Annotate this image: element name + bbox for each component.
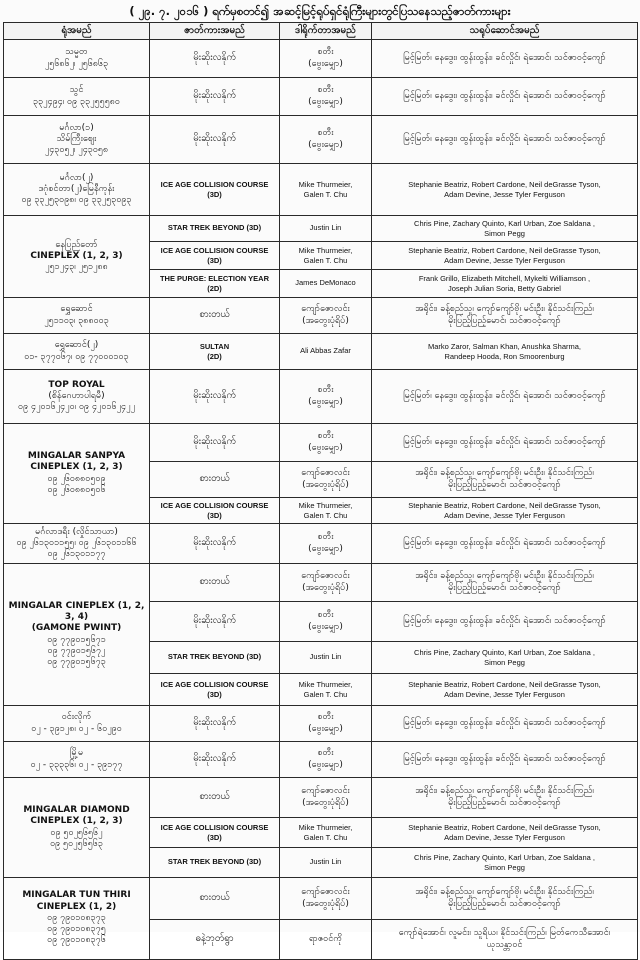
movie-cell: [150, 78, 280, 116]
director-name: ကျော်ဇောလင်း: [301, 887, 350, 898]
cinema-phone: ၂၅၁၂၄၃၊ ၂၅၁၂၈၈: [45, 262, 108, 273]
movie-title: စားတယ်: [199, 309, 230, 321]
cinema-phone: ၀၉ ၇၉၀၁၀၈၃၇၃: [47, 912, 106, 923]
movie-title: ICE AGE COLLISION COURSE: [160, 246, 269, 256]
table-row: [4, 564, 638, 602]
header-cast: သရုပ်ဆောင်အမည်: [372, 23, 638, 40]
cinema-phone: ၀၉ ၇၇၉၀၁၅၆၇၃: [47, 657, 106, 667]
cinema-sub: CINEPLEX (1, 2, 3): [30, 816, 123, 827]
director-cell: [280, 642, 372, 674]
movie-cell: [150, 498, 280, 524]
cast-list: မိုးပြည့်ပြည့်မောင်၊ သင်ဇာဝင့်ကျော်: [448, 479, 561, 490]
cinema-phone: ၀၉ ၂၆၁၃၀၁၁၇၇: [47, 549, 106, 560]
director-name: စတီး: [317, 128, 334, 139]
movie-title: THE PURGE: ELECTION YEAR: [159, 274, 270, 284]
movie-cell: [150, 564, 280, 602]
schedule-table: [3, 22, 638, 960]
cinema-phone: ၀၂ - ၃၃၃၃၆၊ ၀၂ - ၃၉၁၇၇: [30, 759, 123, 770]
director-name: Justin Lin: [309, 856, 342, 866]
director-cell: [280, 116, 372, 164]
cinema-cell: [4, 216, 150, 298]
movie-title: စားတယ်: [199, 576, 230, 588]
director-name: Mike Thurmeier,: [298, 680, 353, 690]
director-name: James DeMonaco: [295, 277, 356, 287]
movie-cell: [150, 674, 280, 706]
movie-title: မိုးဆိုးလနိုက်: [193, 615, 236, 627]
movie-title: မိုးဆိုးလနိုက်: [193, 537, 236, 549]
table-row: [4, 778, 638, 818]
director-name: Mike Thurmeier,: [298, 501, 353, 511]
movie-title: မိုးဆိုးလနိုက်: [193, 52, 236, 64]
table-row: [4, 116, 638, 164]
cinema-cell: [4, 706, 150, 742]
director-name: Mike Thurmeier,: [298, 180, 353, 190]
cast-list: မြင့်မြတ်၊ နေဒွေး၊ ထွန်းထွန်း၊ ခင်လှိုင်၊ ရဲအောင်၊ သင်ဇာဝင့်ကျော်: [403, 90, 606, 101]
cast-cell: [372, 742, 638, 778]
cinema-phone: ၀၉ ၅၀၂၅၆၅၆၂: [50, 827, 103, 838]
cast-list: မိုးပြည့်ပြည့်မောင်၊ သင်ဇာဝင့်ကျော်: [448, 797, 561, 808]
cast-list: Chris Pine, Zachary Quinto, Karl Urban, Zoe Saldana ,: [414, 219, 595, 229]
director-name: စတီး: [317, 532, 334, 543]
movie-title: စားတယ်: [199, 473, 230, 485]
cinema-phone: ၃၃၂၄၉၄၊ ၀၉ ၃၃၂၅၅၅၈၀: [33, 96, 120, 107]
director-name: စတီး: [317, 712, 334, 723]
movie-title: STAR TREK BEYOND (3D): [167, 651, 262, 661]
movie-format: (3D): [207, 255, 222, 265]
cast-list: မြင့်မြတ်၊ နေဒွေး၊ ထွန်းထွန်း၊ ခင်လှိုင်၊ ရဲအောင်၊ သင်ဇာဝင့်ကျော်: [403, 717, 606, 728]
director-name: Galen T. Chu: [303, 689, 348, 699]
director-name: စတီး: [317, 748, 334, 759]
cast-cell: [372, 524, 638, 564]
director-name: ကျော်ဇောလင်း: [301, 571, 350, 582]
cinema-name: ရွှေဆောင်: [60, 304, 93, 315]
cinema-phone: ၀၉ ၇၉၀၁၀၈၃၇၆: [47, 935, 106, 946]
director-cell: [280, 334, 372, 370]
director-name: Mike Thurmeier,: [298, 246, 353, 256]
movie-cell: [150, 920, 280, 960]
cinema-name: နေပြည်တော်: [55, 239, 98, 250]
director-name: Galen T. Chu: [303, 255, 348, 265]
cinema-phone: ၂၅၆၈၆၂၊ ၂၅၆၈၆၃: [44, 58, 109, 69]
director-sub: (အတွေးပုံရိပ်): [302, 479, 349, 490]
director-cell: [280, 298, 372, 334]
director-cell: [280, 270, 372, 298]
director-cell: [280, 674, 372, 706]
movie-cell: [150, 642, 280, 674]
director-sub: (ဗွေးမျှော): [308, 723, 343, 734]
director-cell: [280, 242, 372, 270]
director-name: ကျော်ဇောလင်း: [301, 468, 350, 479]
director-name: Galen T. Chu: [303, 510, 348, 520]
director-sub: (ဗွေးမျှော): [308, 442, 343, 453]
cinema-name: မင်္ဂလာဒရီး (လှိုင်သာယာ): [35, 526, 118, 537]
cinema-location: သိမ်ကြီးဈေး: [56, 133, 97, 144]
cinema-phone: ၀၉ ၇၉၀၁၀၈၃၇၅: [47, 924, 106, 935]
cinema-phone: ၀၉ ၇၇၉၀၁၅၆၇၁: [47, 634, 106, 645]
director-cell: [280, 920, 372, 960]
cinema-phone: ၀၉ ၅၀၂၅၆၅၆၃: [50, 838, 103, 849]
table-row: [4, 298, 638, 334]
director-sub: (ဗွေးမျှော): [308, 396, 343, 407]
cinema-phone: ၀၁- ၃၇၇၀၆၇၊ ၀၉ ၇၇၀၀၀၁၀၃: [24, 351, 129, 362]
cinema-cell: [4, 298, 150, 334]
cast-list: ယုသန္တာဝင်: [486, 939, 523, 950]
table-row: [4, 164, 638, 216]
cinema-cell: [4, 116, 150, 164]
cinema-phone: ၀၉ ၄၂၀၁၆၂၄၂၀၊ ၀၉ ၄၂၀၁၆၂၄၂၂: [18, 402, 135, 413]
cast-list: မြင့်မြတ်၊ နေဒွေး၊ ထွန်းထွန်း၊ ခင်လှိုင်၊ ရဲအောင်၊ သင်ဇာဝင့်ကျော်: [403, 390, 606, 401]
movie-title: မိုးဆိုးလနိုက်: [193, 717, 236, 729]
cast-list: မိုးပြည့်ပြည့်မောင်၊ သင်ဇာဝင့်ကျော်: [448, 898, 561, 909]
table-row: [4, 424, 638, 462]
movie-title: မိုးဆိုးလနိုက်: [193, 133, 236, 145]
movie-title: STAR TREK BEYOND (3D): [167, 222, 262, 232]
movie-title: SULTAN: [199, 342, 230, 352]
cast-cell: [372, 334, 638, 370]
cast-cell: [372, 242, 638, 270]
director-sub: (ဗွေးမျှော): [308, 759, 343, 770]
cast-cell: [372, 602, 638, 642]
table-row: [4, 706, 638, 742]
header-movie: ဇာတ်ကားအမည်: [150, 23, 280, 40]
director-cell: [280, 216, 372, 242]
cinema-location: (စိန်ဂေဟာပါရမီ): [48, 390, 105, 401]
movie-cell: [150, 524, 280, 564]
director-sub: (ဗွေးမျှော): [308, 543, 343, 554]
table-row: [4, 78, 638, 116]
director-name: Justin Lin: [309, 222, 342, 232]
header-director: ဒါရိုက်တာအမည်: [280, 23, 372, 40]
movie-format: (3D): [207, 510, 222, 520]
cinema-cell: [4, 778, 150, 878]
cinema-name: TOP ROYAL: [48, 379, 105, 390]
table-row: [4, 334, 638, 370]
cinema-name: MINGALAR SANPYA: [27, 451, 126, 461]
director-name: Justin Lin: [309, 651, 342, 661]
cinema-name: ဝင်းလိုက်: [61, 712, 92, 723]
cinema-phone: ၀၉ ၂၆၀၈၈၀၅၀၆: [47, 484, 106, 495]
cast-cell: [372, 462, 638, 498]
cast-cell: [372, 706, 638, 742]
cinema-name: MINGALAR CINEPLEX (1, 2, 3, 4): [8, 600, 145, 622]
cinema-cell: [4, 334, 150, 370]
cast-list: မြင့်မြတ်၊ နေဒွေး၊ ထွန်းထွန်း၊ ခင်လှိုင်၊ ရဲအောင်၊ သင်ဇာဝင့်ကျော်: [403, 436, 606, 447]
movie-title: ICE AGE COLLISION COURSE: [160, 501, 269, 511]
cast-list: မြင့်မြတ်၊ နေဒွေး၊ ထွန်းထွန်း၊ ခင်လှိုင်၊ ရဲအောင်၊ သင်ဇာဝင့်ကျော်: [403, 537, 606, 548]
cast-cell: [372, 270, 638, 298]
cinema-cell: [4, 742, 150, 778]
cinema-phone: ၀၉ ၃၃၂၅၃၀၉၈၊ ၀၉ ၃၃၂၅၃၀၉၃: [21, 195, 132, 206]
cast-cell: [372, 878, 638, 920]
movie-cell: [150, 878, 280, 920]
cinema-cell: [4, 878, 150, 960]
cast-list: Simon Pegg: [484, 228, 525, 238]
cinema-name: MINGALAR TUN THIRI: [22, 890, 131, 901]
director-name: Ali Abbas Zafar: [300, 345, 351, 355]
cast-cell: [372, 642, 638, 674]
movie-cell: [150, 164, 280, 216]
movie-format: (3D): [207, 189, 222, 199]
movie-cell: [150, 742, 280, 778]
cast-list: Stephanie Beatriz, Robert Cardone, Neil deGrasse Tyson,: [408, 680, 601, 690]
movie-title: STAR TREK BEYOND (3D): [167, 856, 262, 866]
director-sub: (ဗွေးမျှော): [308, 96, 343, 107]
movie-cell: [150, 602, 280, 642]
cast-cell: [372, 370, 638, 424]
cinema-cell: [4, 370, 150, 424]
cast-list: Adam Devine, Jesse Tyler Ferguson: [444, 832, 565, 842]
movie-cell: [150, 298, 280, 334]
cinema-name: သွင်: [69, 85, 84, 96]
movie-cell: [150, 270, 280, 298]
movie-title: ICE AGE COLLISION COURSE: [160, 180, 269, 190]
cinema-name: မင်္ဂလာ(၂): [59, 172, 94, 183]
movie-title: မိုးဆိုးလနိုက်: [193, 753, 236, 765]
cinema-name: ရွှေဆောင်(၂): [54, 340, 99, 351]
cinema-name: MINGALAR DIAMOND: [23, 805, 130, 815]
movie-cell: [150, 370, 280, 424]
cast-cell: [372, 424, 638, 462]
movie-cell: [150, 116, 280, 164]
cast-cell: [372, 40, 638, 78]
table-row: [4, 878, 638, 920]
director-cell: [280, 564, 372, 602]
movie-title: ICE AGE COLLISION COURSE: [160, 680, 269, 690]
movie-title: စားတယ်: [199, 892, 230, 904]
cast-cell: [372, 116, 638, 164]
movie-cell: [150, 818, 280, 848]
director-cell: [280, 424, 372, 462]
movie-cell: [150, 706, 280, 742]
director-cell: [280, 164, 372, 216]
cast-list: အရိုင်း၊ ခန့်စည်သူ၊ ကျော်ကျော်ဗို၊ မင်းဦး၊ နိုင်သင်းကြည်၊: [415, 304, 594, 315]
movie-cell: [150, 242, 280, 270]
cast-cell: [372, 498, 638, 524]
table-row: [4, 370, 638, 424]
director-name: Mike Thurmeier,: [298, 823, 353, 833]
cast-list: Frank Grillo, Elizabeth Mitchell, Mykelti Williamson ,: [418, 274, 591, 284]
director-name: စတီး: [317, 385, 334, 396]
cinema-sub: (GAMONE PWINT): [31, 623, 122, 634]
cast-list: အရိုင်း၊ ခန့်စည်သူ၊ ကျော်ကျော်ဗို၊ မင်းဦး၊ နိုင်သင်းကြည်၊: [415, 571, 594, 582]
movie-title: ဓနဲ့ဘုတ်ရွာ: [195, 933, 234, 945]
page-title: ( ၂၉. ၇. ၂၀၁၆ ) ရက်မှစတင်၍ အဆင့်မြင့်ရုပ်ရှင်ရုံကြီးများတွင်ပြသနေသည့်ဇာတ်ကားများ: [129, 4, 511, 18]
cinema-cell: [4, 564, 150, 706]
director-cell: [280, 370, 372, 424]
header-cinema: ရုံအမည်: [4, 23, 150, 40]
movie-title: မိုးဆိုးလနိုက်: [193, 436, 236, 448]
table-row: [4, 742, 638, 778]
director-name: စတီး: [317, 431, 334, 442]
cinema-phone: ၀၉ ၇၇၉၀၁၅၆၇၂: [47, 645, 106, 656]
movie-format: (3D): [207, 689, 222, 699]
cast-list: မြင့်မြတ်၊ နေဒွေး၊ ထွန်းထွန်း၊ ခင်လှိုင်၊ ရဲအောင်၊ သင်ဇာဝင့်ကျော်: [403, 753, 606, 764]
cast-list: Stephanie Beatriz, Robert Cardone, Neil deGrasse Tyson,: [408, 246, 601, 256]
director-cell: [280, 40, 372, 78]
movie-cell: [150, 40, 280, 78]
cast-cell: [372, 164, 638, 216]
cast-list: Simon Pegg: [484, 657, 525, 667]
director-sub: (ဗွေးမျှော): [308, 621, 343, 632]
director-sub: (အတွေးပုံရိပ်): [302, 582, 349, 593]
director-sub: (အတွေးပုံရိပ်): [302, 898, 349, 909]
cast-list: Stephanie Beatriz, Robert Cardone, Neil deGrasse Tyson,: [408, 823, 601, 833]
cast-list: Joseph Julian Soria, Betty Gabriel: [448, 283, 561, 293]
director-name: စတီး: [317, 47, 334, 58]
movie-cell: [150, 462, 280, 498]
director-sub: (အတွေးပုံရိပ်): [302, 797, 349, 808]
cinema-location: ဒဂုံစင်တာ(၂)မြေနီကုန်း: [38, 183, 115, 194]
director-name: ကျော်ဇောလင်း: [301, 786, 350, 797]
cast-cell: [372, 78, 638, 116]
cast-cell: [372, 216, 638, 242]
director-name: ရာဇဝင်ကို: [308, 933, 343, 944]
movie-format: (2D): [207, 283, 222, 293]
cinema-sub: CINEPLEX (1, 2, 3): [30, 462, 123, 473]
cinema-cell: [4, 40, 150, 78]
movie-title: မိုးဆိုးလနိုက်: [193, 90, 236, 102]
cast-list: မိုးပြည့်ပြည့်မောင်၊ သင်ဇာဝင့်ကျော်: [448, 315, 561, 326]
cast-list: Adam Devine, Jesse Tyler Ferguson: [444, 189, 565, 199]
cinema-name: သမ္မတ: [65, 47, 88, 58]
cast-cell: [372, 920, 638, 960]
director-cell: [280, 848, 372, 878]
director-cell: [280, 602, 372, 642]
director-cell: [280, 706, 372, 742]
movie-cell: [150, 778, 280, 818]
cinema-phone: ၀၉ ၂၆၀၈၈၀၅၀၉: [47, 473, 106, 484]
director-cell: [280, 878, 372, 920]
cast-cell: [372, 848, 638, 878]
director-name: စတီး: [317, 610, 334, 621]
director-cell: [280, 524, 372, 564]
cinema-phone: ၂၅၁၁၀၃၊ ၃၈၈၀၀၃: [44, 315, 109, 326]
cast-list: Chris Pine, Zachary Quinto, Karl Urban, Zoe Saldana ,: [414, 648, 595, 658]
cast-cell: [372, 778, 638, 818]
movie-format: (3D): [207, 832, 222, 842]
director-name: Galen T. Chu: [303, 832, 348, 842]
cast-cell: [372, 818, 638, 848]
cast-list: Simon Pegg: [484, 862, 525, 872]
cast-list: Marko Zaror, Salman Khan, Anushka Sharma,: [428, 342, 581, 352]
director-sub: (ဗွေးမျှော): [308, 58, 343, 69]
table-row: [4, 524, 638, 564]
movie-title: မိုးဆိုးလနိုက်: [193, 390, 236, 402]
cast-list: Chris Pine, Zachary Quinto, Karl Urban, Zoe Saldana ,: [414, 853, 595, 863]
director-cell: [280, 778, 372, 818]
cast-cell: [372, 298, 638, 334]
cinema-sub: CINEPLEX (1, 2, 3): [30, 250, 123, 261]
cinema-cell: [4, 78, 150, 116]
director-cell: [280, 818, 372, 848]
table-row: [4, 40, 638, 78]
cast-list: အရိုင်း၊ ခန့်စည်သူ၊ ကျော်ကျော်ဗို၊ မင်းဦး၊ နိုင်သင်းကြည်၊: [415, 887, 594, 898]
cinema-cell: [4, 164, 150, 216]
header-row: [4, 23, 638, 40]
cinema-phone: ၀၂ - ၃၉၁၂၈၊ ၀၂ - ၆၀၂၉၀: [31, 723, 122, 734]
cinema-sub: CINEPLEX (1, 2): [36, 901, 117, 912]
movie-cell: [150, 848, 280, 878]
movie-title: ICE AGE COLLISION COURSE: [160, 823, 269, 833]
cast-list: Adam Devine, Jesse Tyler Ferguson: [444, 689, 565, 699]
cast-list: မိုးပြည့်ပြည့်မောင်၊ သင်ဇာဝင့်ကျော်: [448, 582, 561, 593]
movie-cell: [150, 216, 280, 242]
director-name: Galen T. Chu: [303, 189, 348, 199]
director-sub: (အတွေးပုံရိပ်): [302, 315, 349, 326]
cast-cell: [372, 674, 638, 706]
cast-list: မြင့်မြတ်၊ နေဒွေး၊ ထွန်းထွန်း၊ ခင်လှိုင်၊ ရဲအောင်၊ သင်ဇာဝင့်ကျော်: [403, 52, 606, 63]
movie-cell: [150, 424, 280, 462]
cast-list: မြင့်မြတ်၊ နေဒွေး၊ ထွန်းထွန်း၊ ခင်လှိုင်၊ ရဲအောင်၊ သင်ဇာဝင့်ကျော်: [403, 133, 606, 144]
cinema-name: မင်္ဂလာ(၁): [59, 122, 94, 133]
cast-list: အရိုင်း၊ ခန့်စည်သူ၊ ကျော်ကျော်ဗို၊ မင်းဦး၊ နိုင်သင်းကြည်၊: [415, 468, 594, 479]
cast-list: Stephanie Beatriz, Robert Cardone, Neil deGrasse Tyson,: [408, 180, 601, 190]
cast-list: ကျော်ရဲအောင်၊ လူမင်း၊ သူရိယ၊ နိုင်သင်းကြည်၊ မြတ်ကေသီအောင်၊: [398, 928, 611, 939]
director-name: စတီး: [317, 85, 334, 96]
cast-list: Stephanie Beatriz, Robert Cardone, Neil deGrasse Tyson,: [408, 501, 601, 511]
cast-list: Randeep Hooda, Ron Smoorenburg: [444, 351, 565, 361]
cast-list: Adam Devine, Jesse Tyler Ferguson: [444, 255, 565, 265]
cinema-name: မြို့မ: [69, 748, 84, 759]
director-cell: [280, 78, 372, 116]
cast-cell: [372, 564, 638, 602]
director-cell: [280, 742, 372, 778]
cinema-phone: ၂၄၃၀၅၂၊ ၂၄၃၀၅၈: [44, 145, 109, 156]
director-cell: [280, 498, 372, 524]
cast-list: Adam Devine, Jesse Tyler Ferguson: [444, 510, 565, 520]
movie-cell: [150, 334, 280, 370]
cinema-cell: [4, 524, 150, 564]
movie-format: (2D): [207, 351, 222, 361]
movie-title: စားတယ်: [199, 791, 230, 803]
cast-list: မြင့်မြတ်၊ နေဒွေး၊ ထွန်းထွန်း၊ ခင်လှိုင်၊ ရဲအောင်၊ သင်ဇာဝင့်ကျော်: [403, 615, 606, 626]
director-sub: (ဗွေးမျှော): [308, 139, 343, 150]
cinema-phone: ၀၉ ၂၆၁၃၀၁၁၅၅၊ ၀၉ ၂၆၁၃၀၁၁၆၆: [16, 537, 137, 548]
table-row: [4, 216, 638, 242]
director-cell: [280, 462, 372, 498]
cast-list: အရိုင်း၊ ခန့်စည်သူ၊ ကျော်ကျော်ဗို၊ မင်းဦး၊ နိုင်သင်းကြည်၊: [415, 786, 594, 797]
cinema-cell: [4, 424, 150, 524]
director-name: ကျော်ဇောလင်း: [301, 304, 350, 315]
